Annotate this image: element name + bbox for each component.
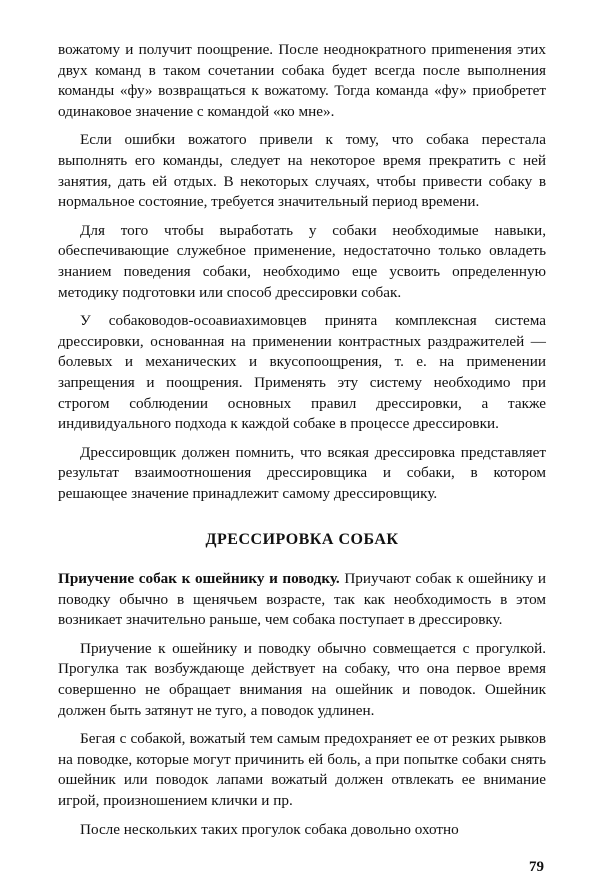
paragraph: Приучение к ошейнику и поводку обычно совмещается с прогулкой. Прогулка так возбуждающе действует на собаку, что она первое время совершенно не обращает внимания на ошейник и поводок. Ошейник должен быть затянут не туго, а поводок удлинен. bbox=[58, 639, 546, 719]
page-number: 79 bbox=[529, 859, 544, 875]
paragraph: У собаководов-осоавиахимовцев принята комплексная система дрессировки, основанная на применении контрастных раздражителей — болевых и механических и вкусопоощрения, т. е. на применении запрещения и поощрения. Применять эту систему необходимо при строгом соблюдении основных правил дрессировки, а также индивидуального подхода к каждой собаке в процессе дрессировки. bbox=[58, 312, 546, 433]
run-in-heading: Приучение собак к ошейнику и поводку. bbox=[58, 570, 340, 588]
paragraph: вожатому и получит поощрение. После неоднократного приmенения этих двух команд в таком сочетании собака будет всегда после выполнения команды «фу» возвращаться к вожатому. Тогда команда «фу» приобретет одинаковое значение с командой «ко мне». bbox=[58, 41, 546, 120]
paragraph: Для того чтобы выработать у собаки необходимые навыки, обеспечивающие служебное применение, недостаточно только овладеть знанием поведения собаки, необходимо еще усвоить определенную методику подготовки или способ дрессировки собак. bbox=[58, 221, 546, 301]
page-text bbox=[58, 40, 546, 848]
paragraph: Дрессировщик должен помнить, что всякая дрессировка представляет результат взаимоотношения дрессировщика и собаки, в котором решающее значение принадлежит самому дрессировщику. bbox=[58, 443, 546, 502]
paragraph: Бегая с собакой, вожатый тем самым предохраняет ее от резких рывков на поводке, которые могут причинить ей боль, а при попытке собаки снять ошейник или поводок лапами вожатый должен отвлекать ее внимание игрой, произношением клички и пр. bbox=[58, 730, 546, 809]
paragraph: После нескольких таких прогулок собака довольно охотно bbox=[80, 820, 459, 838]
run-in-text: Приучают собак к ошейнику и поводку обычно в щенячьем возрасте, так как необходимость в этом возникает значительно раньше, чем собака поступает в дрессировку. bbox=[58, 570, 546, 629]
section-heading: ДРЕССИРОВКА СОБАК bbox=[205, 531, 399, 549]
paragraph: Если ошибки вожатого привели к тому, что собака перестала выполнять его команды, следует на некоторое время прекратить с ней занятия, дать ей отдых. В некоторых случаях, чтобы привести собаку в нормальное состояние, требуется значительный период времени. bbox=[58, 131, 546, 211]
paragraph-run-in bbox=[58, 569, 546, 631]
